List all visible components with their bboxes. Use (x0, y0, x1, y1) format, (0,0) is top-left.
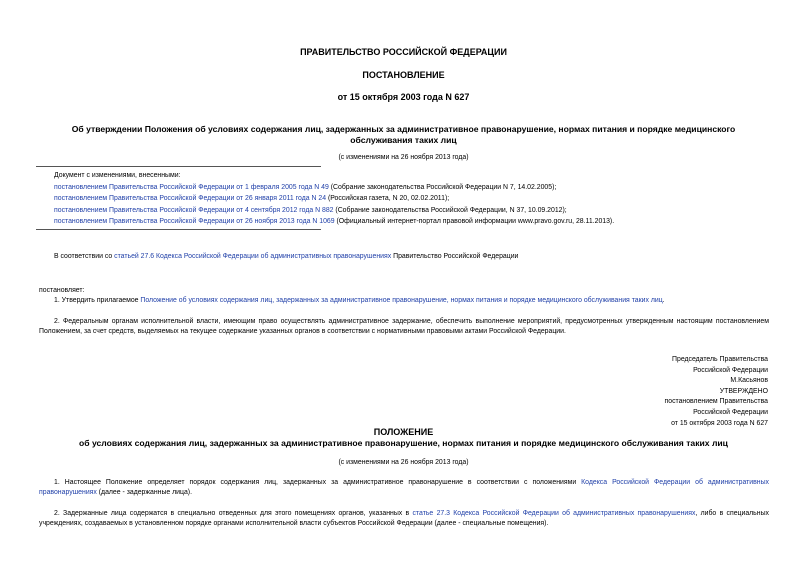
regulation-link[interactable]: Положение об условиях содержания лиц, задержанных за административное правонарушение, нормах питания и порядке медицинского обслуживания таких лиц (140, 297, 663, 304)
approved-country: Российской Федерации (693, 408, 768, 416)
p1-text-after: (далее - задержанные лица). (96, 489, 193, 496)
change-link[interactable]: постановлением Правительства Российской Федерации от 1 февраля 2005 года N 49 (54, 183, 329, 191)
preamble-text-before: В соответствии со (54, 253, 115, 260)
signature-country: Российской Федерации (693, 366, 768, 374)
regulation-paragraph-2 (39, 509, 769, 529)
changes-intro: Документ с изменениями, внесенными: (54, 172, 181, 179)
changes-item (54, 205, 774, 217)
changes-item (54, 216, 774, 228)
article-link[interactable]: статье 27.3 Кодекса Российской Федерации об административных правонарушениях (412, 510, 696, 517)
approved-date: от 15 октября 2003 года N 627 (671, 419, 768, 427)
signature-name: М.Касьянов (730, 377, 768, 385)
changes-item (54, 182, 774, 194)
point1-text-before: 1. Утвердить прилагаемое (54, 297, 141, 304)
decides-label: постановляет: (39, 287, 85, 294)
document-type: ПОСТАНОВЛЕНИЕ (362, 70, 445, 80)
change-link[interactable]: постановлением Правительства Российской Федерации от 26 ноября 2013 года N 1069 (54, 218, 335, 225)
signature-position: Председатель Правительства (672, 356, 768, 363)
p1-text-before: 1. Настоящее Положение определяет порядок содержания лиц, задержанных за административное правонарушение в соответствии с положениями (54, 479, 582, 486)
regulation-amendment-note: (с изменениями на 26 ноября 2013 года) (338, 459, 469, 466)
regulation-subtitle: об условиях содержания лиц, задержанных за административное правонарушение, нормах питания и порядке медицинского обслуживания таких лиц (79, 438, 728, 448)
regulation-title: ПОЛОЖЕНИЕ (373, 427, 434, 437)
preamble-law-link[interactable]: статьей 27.6 Кодекса Российской Федерации об административных правонарушениях (114, 253, 392, 260)
preamble-text-after: Правительство Российской Федерации (391, 253, 519, 260)
approved-label: УТВЕРЖДЕНО (719, 387, 768, 395)
change-source: (Собрание законодательства Российской Федерации N 7, 14.02.2005); (328, 183, 557, 191)
government-heading: ПРАВИТЕЛЬСТВО РОССИЙСКОЙ ФЕДЕРАЦИИ (300, 47, 507, 57)
point1-text-after: . (662, 297, 665, 304)
signature-block (665, 355, 769, 429)
change-source: (Официальный интернет-портал правовой информации www.pravo.gov.ru, 28.11.2013). (334, 218, 615, 225)
change-link[interactable]: постановлением Правительства Российской Федерации от 26 января 2011 года N 24 (54, 195, 327, 202)
document-date-number: от 15 октября 2003 года N 627 (337, 92, 470, 102)
change-source: (Российская газета, N 20, 02.02.2011); (326, 195, 450, 202)
code-link[interactable]: Кодекса Российской Федерации об административных правонарушениях (39, 479, 769, 496)
approved-by: постановлением Правительства (664, 398, 768, 406)
document-title (0, 124, 807, 146)
change-source: (Собрание законодательства Российской Федерации, N 37, 10.09.2012); (333, 206, 567, 214)
decree-point-2: 2. Федеральным органам исполнительной власти, имеющим право осуществлять административное задержание, обеспечить выполнение мероприятий, предусмотренных утвержденным настоящим постановлением Положением, за счет средств, выделяемых на текущее содержание указанных органов в соответствии с нормативными правовыми актами Российской Федерации. (39, 318, 769, 335)
p2-text-after: , либо в специальных учреждениях, создаваемых в установленном порядке органами исполнительной власти субъектов Российской Федерации (далее - специальные помещения). (39, 510, 769, 527)
changes-item (54, 193, 774, 205)
divider-bottom (36, 229, 321, 230)
regulation-paragraph-1 (39, 478, 769, 498)
document-title-line2: обслуживания таких лиц (350, 135, 457, 145)
decree-point-1 (54, 296, 774, 306)
amendment-note: (с изменениями на 26 ноября 2013 года) (338, 154, 469, 161)
divider-top (36, 166, 321, 167)
p2-text-before: 2. Задержанные лица содержатся в специально отведенных для этого помещениях органов, указанных в (54, 510, 413, 517)
preamble (54, 252, 774, 262)
changes-block (54, 170, 774, 228)
document-title-line1: Об утверждении Положения об условиях содержания лиц, задержанных за административное правонарушение, нормах питания и порядке медицинского (71, 124, 736, 134)
change-link[interactable]: постановлением Правительства Российской Федерации от 4 сентября 2012 года N 882 (54, 206, 334, 214)
